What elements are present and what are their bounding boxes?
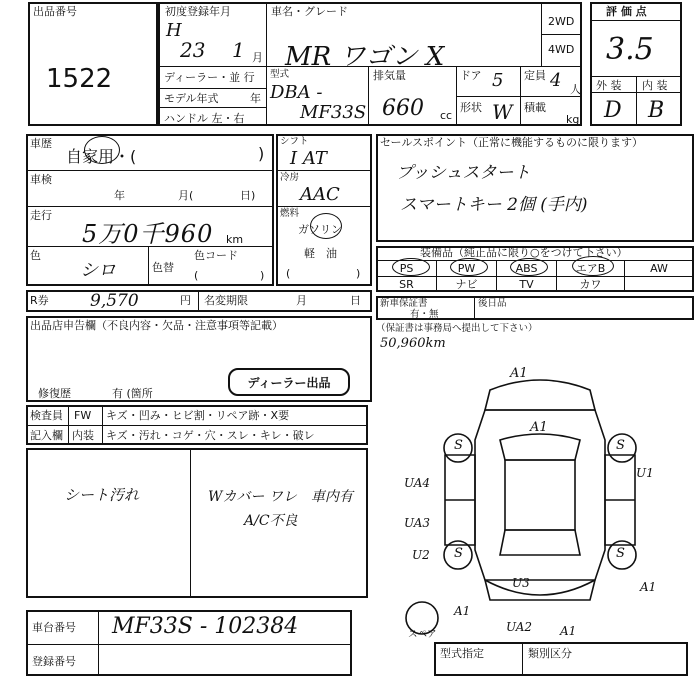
- recycle-value: 9,570: [90, 291, 139, 311]
- recycle-unit: 円: [180, 294, 191, 307]
- shape-value: W: [492, 100, 513, 124]
- displacement-label: 排気量: [373, 69, 406, 82]
- comment-seat-stain: シート汚れ: [64, 486, 140, 504]
- mark-s-rr: S: [616, 546, 625, 561]
- color-paren-open: (: [194, 269, 199, 282]
- mark-u1: U1: [636, 466, 654, 480]
- name-change-day: 日: [350, 294, 361, 307]
- int-label: 内装: [72, 429, 94, 442]
- equip-abs: ABS: [515, 262, 538, 275]
- mileage-label: 走行: [30, 209, 52, 222]
- new-warranty-value: 有・無: [410, 309, 439, 320]
- equip-pw: PW: [457, 262, 476, 275]
- inspection-label: 車検: [30, 173, 52, 186]
- equip-airbag: エアB: [575, 262, 606, 275]
- drive-2wd: 2WD: [548, 15, 575, 28]
- door-value: 5: [492, 70, 504, 91]
- lot-number: 1522: [46, 64, 113, 94]
- fuel-label: 燃料: [280, 208, 300, 219]
- door-label: ドア: [460, 69, 482, 82]
- mark-s-fr: S: [616, 438, 625, 453]
- warranty-note: （保証書は事務局へ提出して下さい）: [376, 323, 538, 334]
- mark-a1-hood: A1: [510, 366, 528, 381]
- capacity-unit: 人: [570, 83, 581, 96]
- car-rear-window: [500, 530, 580, 555]
- capacity-label: 定員: [524, 69, 546, 82]
- load-unit: kg: [566, 113, 580, 126]
- handwritten-mileage: 50,960km: [380, 336, 446, 351]
- equip-leather: カワ: [579, 277, 602, 291]
- first-reg-month-unit: 月: [252, 51, 263, 64]
- equip-sr: SR: [399, 277, 414, 291]
- registration-label: 登録番号: [32, 655, 76, 668]
- displacement-value: 660: [382, 96, 424, 121]
- drive-4wd: 4WD: [548, 43, 575, 56]
- car-hood: [485, 380, 595, 410]
- grade-label: 評 価 点: [606, 5, 647, 18]
- comment-w-cover: Wカバー ワレ 車内有: [208, 489, 353, 505]
- dealer-label: ディーラー・並 行: [164, 71, 255, 84]
- history-close: ): [258, 144, 265, 163]
- fuel-gas: ガソリン: [298, 223, 342, 236]
- equip-ps-circle: [392, 258, 430, 276]
- fuel-diesel: 軽 油: [304, 247, 337, 260]
- type-spec-label: 型式指定: [440, 647, 484, 660]
- first-reg-month: 1: [232, 38, 245, 62]
- sales-points-box: [376, 134, 694, 242]
- equip-pw-circle: [450, 258, 488, 276]
- color-label: 色: [30, 249, 41, 262]
- color-paren-close: ): [260, 269, 265, 282]
- mark-u2: U2: [412, 548, 430, 562]
- displacement-unit: cc: [440, 109, 453, 122]
- comment-ac: A/C不良: [244, 513, 298, 529]
- first-reg-year: 23: [180, 38, 206, 62]
- recycle-box: [26, 290, 372, 312]
- history-box: [26, 134, 274, 286]
- equip-tv: TV: [519, 277, 534, 291]
- ac-value: AAC: [300, 184, 340, 205]
- capacity-value: 4: [550, 70, 562, 91]
- sales-points-line2: スマートキー 2個 (手内): [400, 195, 588, 215]
- fuel-paren-open: (: [286, 267, 291, 280]
- dealer-stamp: ディーラー出品: [228, 368, 350, 396]
- grade-score: 3.5: [606, 32, 654, 67]
- color-code-label: 色コード: [194, 249, 238, 262]
- recycle-label: R券: [30, 294, 49, 307]
- inspection-year: 年: [114, 189, 125, 202]
- steering-label: ハンドル 左・右: [164, 112, 245, 125]
- name-change-month: 月: [296, 294, 307, 307]
- sales-points-label: セールスポイント（正常に機能するものに限ります）: [380, 136, 644, 149]
- equip-airbag-circle: [572, 256, 614, 276]
- mark-s-rl: S: [454, 546, 463, 561]
- model-year-unit: 年: [250, 92, 261, 105]
- name-change-label: 名変期限: [204, 294, 248, 307]
- exterior-label: 外 装: [596, 79, 622, 92]
- chassis-label: 車台番号: [32, 621, 76, 634]
- notes-label: 出品店申告欄（不良内容・欠品・注意事項等記載）: [30, 319, 283, 332]
- exterior-value: D: [604, 98, 622, 123]
- inspector-comment-box: [26, 448, 368, 598]
- mark-u3: U3: [512, 576, 530, 590]
- car-condition-diagram: [390, 360, 690, 650]
- sales-points-line1: プッシュスタート: [396, 163, 531, 183]
- inspector-label1: 検査員: [30, 409, 63, 422]
- model-name-label: 車名・グレード: [271, 5, 348, 18]
- new-warranty-label: 新車保証書: [380, 298, 428, 309]
- car-windshield: [500, 434, 580, 460]
- fw-label: FW: [74, 409, 92, 422]
- mark-a1-rear: A1: [560, 624, 577, 638]
- mark-ua4: UA4: [404, 476, 431, 490]
- fuel-paren-close: ): [356, 267, 361, 280]
- load-label: 積載: [524, 101, 546, 114]
- mark-ua3: UA3: [404, 516, 431, 530]
- inspection-day: 日): [240, 189, 256, 202]
- category-label: 類別区分: [528, 647, 572, 660]
- interior-value: B: [648, 98, 665, 123]
- int-items: キズ・汚れ・コゲ・穴・スレ・キレ・破レ: [106, 429, 315, 442]
- history-value: 自家用・(: [66, 147, 137, 166]
- mark-s-fl: S: [454, 438, 463, 453]
- model-name-value: MR ワゴン X: [285, 42, 445, 72]
- equip-aw: AW: [650, 262, 668, 275]
- mileage-unit: km: [226, 233, 244, 246]
- car-roof: [505, 460, 575, 530]
- color-value: シロ: [80, 260, 116, 281]
- ac-label: 冷房: [280, 172, 300, 183]
- shift-value: I AT: [290, 148, 327, 169]
- shift-label: シフト: [280, 136, 309, 147]
- spare-label: スペア: [408, 629, 437, 640]
- type-label: 型式: [270, 69, 290, 80]
- mileage-value: 5万0千960: [82, 220, 214, 248]
- repair-value: 有 (箇所: [112, 387, 153, 400]
- type-value-1: DBA -: [270, 82, 323, 103]
- equip-abs-circle: [510, 258, 548, 276]
- model-year-label: モデル年式: [164, 92, 219, 105]
- mark-ua2: UA2: [506, 620, 533, 634]
- inspector-label2: 記入欄: [30, 429, 63, 442]
- shape-label: 形状: [460, 101, 482, 114]
- first-reg-label: 初度登録年月: [165, 5, 231, 18]
- mark-a1-rl: A1: [454, 604, 471, 618]
- type-value-2: MF33S: [300, 102, 367, 123]
- fw-items: キズ・凹み・ヒビ割・リペア跡・X要: [106, 409, 290, 422]
- inspection-month: 月(: [178, 189, 194, 202]
- equip-ps: PS: [399, 262, 414, 275]
- chassis-value: MF33S - 102384: [112, 614, 299, 639]
- color-swap-label: 色替: [152, 261, 174, 274]
- mark-a1-rr: A1: [640, 580, 657, 594]
- mark-a1-roof: A1: [530, 420, 548, 435]
- repair-label: 修復歴: [38, 387, 71, 400]
- equip-navi: ナビ: [455, 277, 478, 291]
- interior-label: 内 装: [642, 79, 668, 92]
- first-reg-era: H: [166, 20, 182, 41]
- equipment-label: 装備品（純正品に限り○をつけて下さい）: [420, 246, 628, 259]
- later-items-label: 後日品: [478, 298, 507, 309]
- history-label: 車歴: [30, 137, 52, 150]
- car-trunk: [485, 580, 595, 600]
- lot-label: 出品番号: [33, 5, 77, 18]
